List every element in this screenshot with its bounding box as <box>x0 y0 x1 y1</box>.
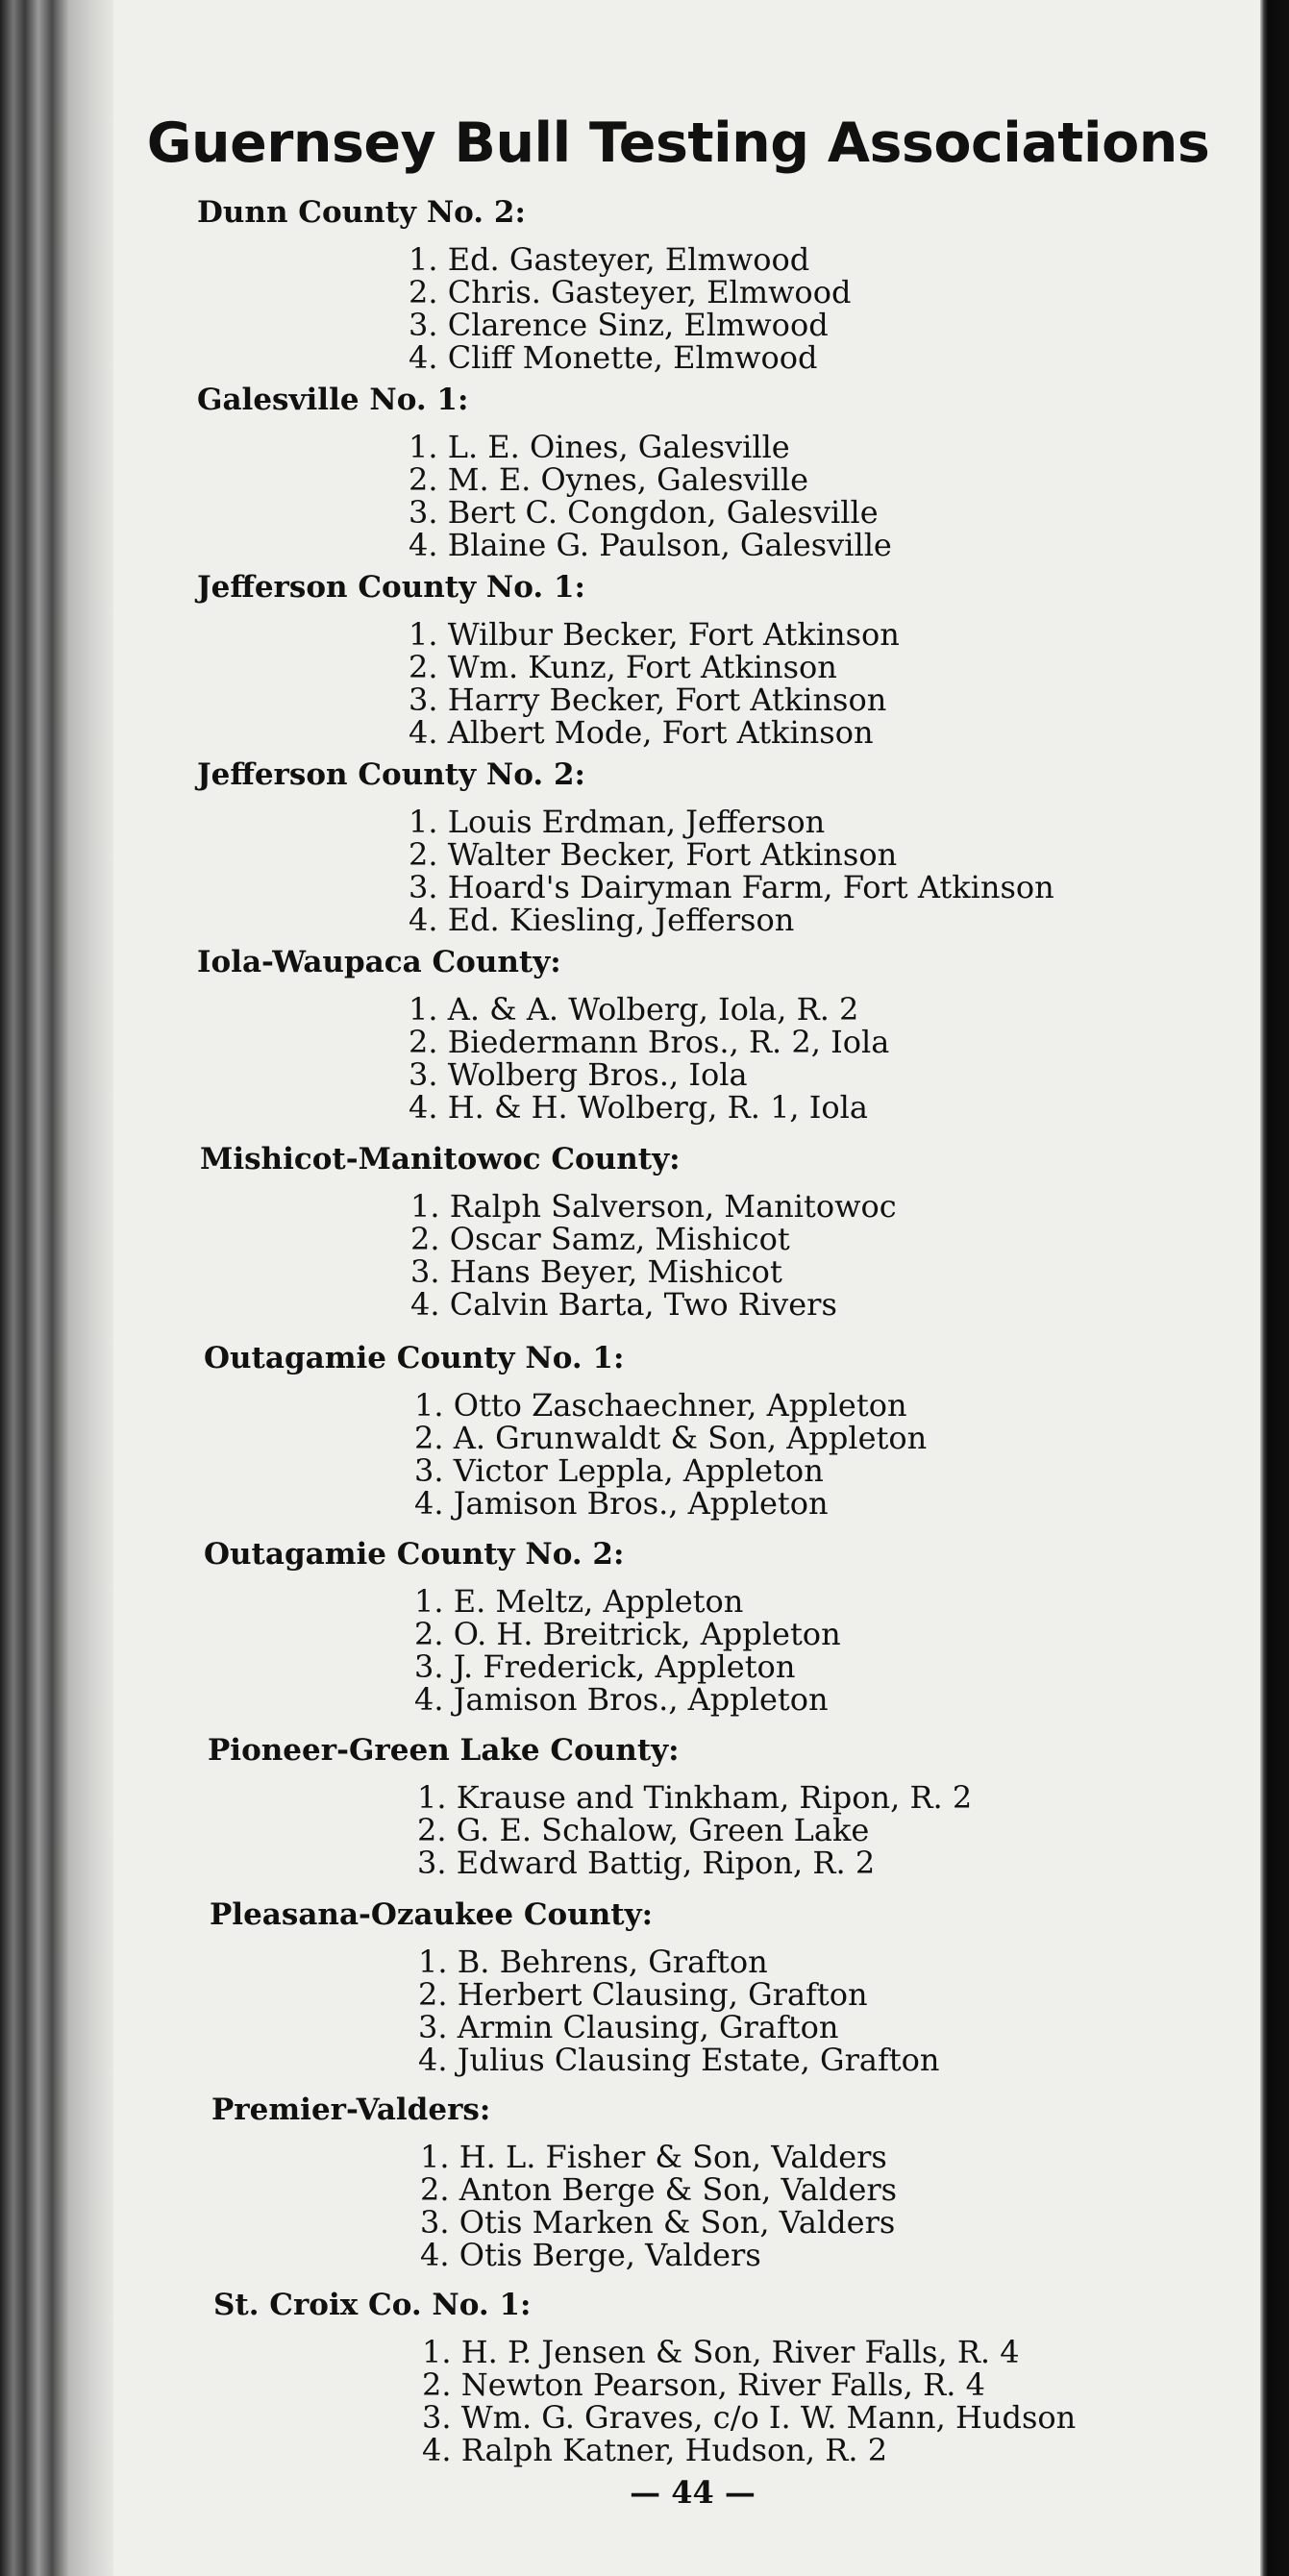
member-entry: 4. Albert Mode, Fort Atkinson <box>409 714 874 751</box>
member-entry: 3. Victor Leppla, Appleton <box>414 1452 824 1489</box>
association-heading: Galesville No. 1: <box>197 383 469 417</box>
association-heading: Premier-Valders: <box>211 2093 491 2127</box>
member-entry: 3. Armin Clausing, Grafton <box>418 2009 839 2045</box>
member-entry: 2. A. Grunwaldt & Son, Appleton <box>414 1420 928 1456</box>
association-heading: Jefferson County No. 1: <box>197 570 585 605</box>
member-entry: 2. Biedermann Bros., R. 2, Iola <box>409 1024 890 1060</box>
member-entry: 2. Wm. Kunz, Fort Atkinson <box>409 649 837 685</box>
association-heading: Jefferson County No. 2: <box>197 757 585 792</box>
member-entry: 1. E. Meltz, Appleton <box>414 1583 744 1620</box>
association-heading: Iola-Waupaca County: <box>197 945 561 979</box>
member-entry: 1. L. E. Oines, Galesville <box>409 429 790 465</box>
member-entry: 3. Wolberg Bros., Iola <box>409 1056 748 1093</box>
page-right-edge <box>1260 0 1289 2576</box>
member-entry: 1. Louis Erdman, Jefferson <box>409 804 826 840</box>
member-entry: 3. Hoard's Dairyman Farm, Fort Atkinson <box>409 869 1054 905</box>
member-entry: 1. B. Behrens, Grafton <box>418 1944 768 1980</box>
member-entry: 3. Bert C. Congdon, Galesville <box>409 494 879 531</box>
member-entry: 4. Julius Clausing Estate, Grafton <box>418 2042 940 2078</box>
member-entry: 2. M. E. Oynes, Galesville <box>409 461 809 498</box>
member-entry: 4. Ralph Katner, Hudson, R. 2 <box>422 2432 888 2468</box>
member-entry: 1. Ed. Gasteyer, Elmwood <box>409 241 810 278</box>
member-entry: 2. Chris. Gasteyer, Elmwood <box>409 274 852 310</box>
member-entry: 1. H. P. Jensen & Son, River Falls, R. 4 <box>422 2334 1020 2370</box>
member-entry: 2. Anton Berge & Son, Valders <box>420 2171 898 2208</box>
member-entry: 1. A. & A. Wolberg, Iola, R. 2 <box>409 991 859 1028</box>
member-entry: 4. Otis Berge, Valders <box>420 2237 761 2273</box>
association-heading: Dunn County No. 2: <box>197 195 526 230</box>
member-entry: 3. Edward Battig, Ripon, R. 2 <box>417 1845 876 1881</box>
member-entry: 2. Oscar Samz, Mishicot <box>410 1221 790 1257</box>
member-entry: 3. Hans Beyer, Mishicot <box>410 1253 782 1290</box>
member-entry: 1. Ralph Salverson, Manitowoc <box>410 1188 897 1225</box>
association-heading: Outagamie County No. 2: <box>204 1537 625 1572</box>
association-heading: St. Croix Co. No. 1: <box>213 2288 532 2322</box>
member-entry: 4. Cliff Monette, Elmwood <box>409 339 818 376</box>
association-heading: Outagamie County No. 1: <box>204 1341 625 1375</box>
association-heading: Mishicot-Manitowoc County: <box>200 1142 681 1177</box>
member-entry: 1. Otto Zaschaechner, Appleton <box>414 1387 907 1424</box>
member-entry: 4. Ed. Kiesling, Jefferson <box>409 902 795 938</box>
association-heading: Pleasana-Ozaukee County: <box>210 1897 654 1932</box>
member-entry: 4. Jamison Bros., Appleton <box>414 1485 829 1522</box>
member-entry: 2. O. H. Breitrick, Appleton <box>414 1616 841 1652</box>
member-entry: 1. Wilbur Becker, Fort Atkinson <box>409 616 900 653</box>
member-entry: 1. Krause and Tinkham, Ripon, R. 2 <box>417 1779 973 1816</box>
member-entry: 4. H. & H. Wolberg, R. 1, Iola <box>409 1089 868 1126</box>
member-entry: 4. Jamison Bros., Appleton <box>414 1681 829 1718</box>
page-number: — 44 — <box>630 2474 756 2511</box>
book-binding-edge <box>0 0 113 2576</box>
association-heading: Pioneer-Green Lake County: <box>208 1733 680 1768</box>
member-entry: 3. Otis Marken & Son, Valders <box>420 2204 896 2241</box>
member-entry: 2. G. E. Schalow, Green Lake <box>417 1812 870 1848</box>
member-entry: 3. Clarence Sinz, Elmwood <box>409 307 829 343</box>
member-entry: 2. Walter Becker, Fort Atkinson <box>409 836 898 873</box>
member-entry: 3. Harry Becker, Fort Atkinson <box>409 681 887 718</box>
member-entry: 4. Calvin Barta, Two Rivers <box>410 1286 837 1323</box>
member-entry: 2. Herbert Clausing, Grafton <box>418 1976 868 2013</box>
member-entry: 2. Newton Pearson, River Falls, R. 4 <box>422 2366 985 2403</box>
member-entry: 3. Wm. G. Graves, c/o I. W. Mann, Hudson <box>422 2399 1077 2436</box>
member-entry: 4. Blaine G. Paulson, Galesville <box>409 527 892 563</box>
page-title: Guernsey Bull Testing Associations <box>146 111 1210 175</box>
member-entry: 1. H. L. Fisher & Son, Valders <box>420 2139 887 2175</box>
member-entry: 3. J. Frederick, Appleton <box>414 1648 796 1685</box>
